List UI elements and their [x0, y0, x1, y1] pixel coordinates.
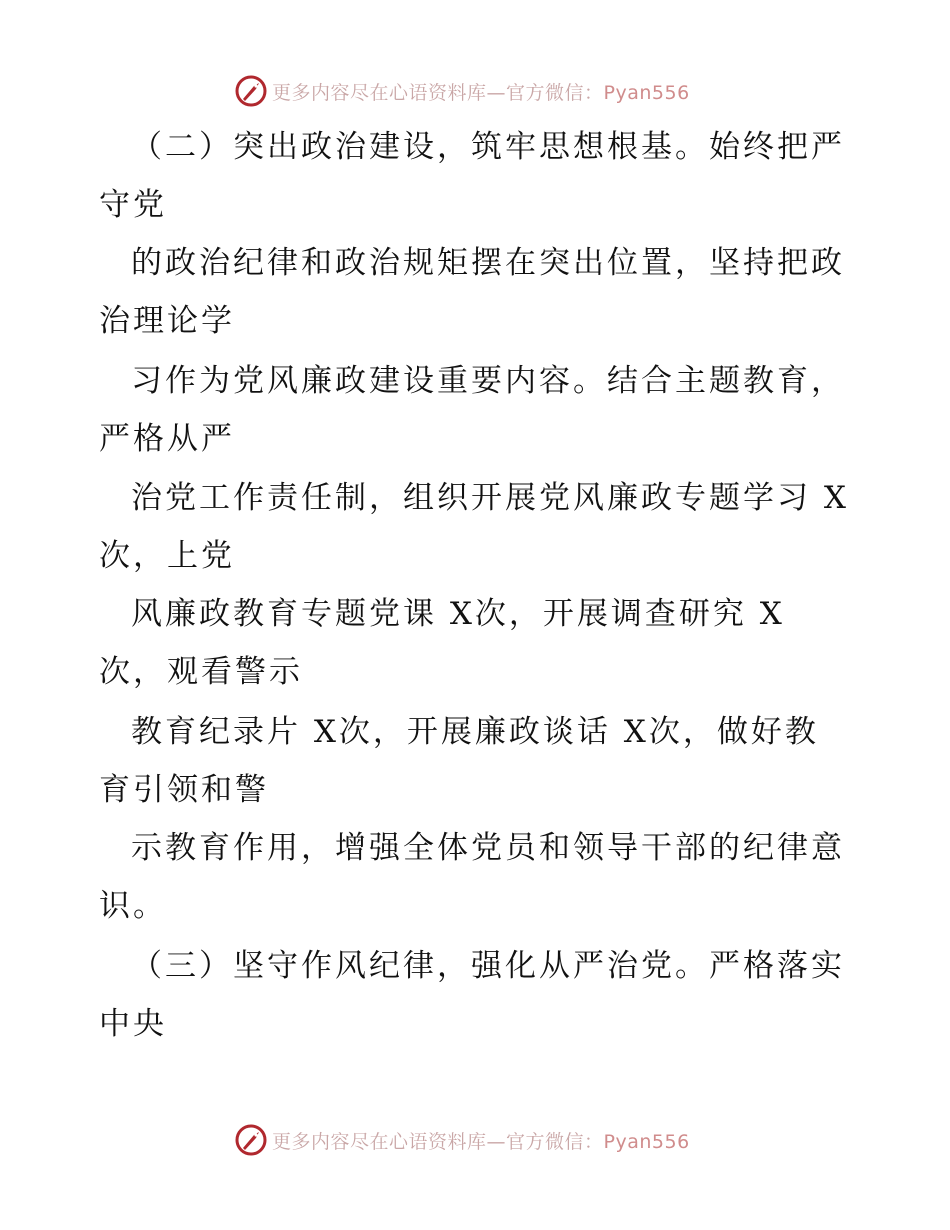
body-line: 示教育作用，增强全体党员和领导干部的纪律意 — [131, 830, 845, 866]
body-line: 守党 — [99, 187, 167, 223]
footer-text: 更多内容尽在心语资料库—官方微信：Pyan556 — [272, 1130, 690, 1153]
body-line: 治理论学 — [99, 303, 235, 339]
header-wechat-id: Pyan556 — [603, 81, 690, 104]
page-footer-watermark — [234, 1123, 690, 1157]
body-line: 的政治纪律和政治规矩摆在突出位置，坚持把政 — [131, 245, 845, 281]
body-line: 次，观看警示 — [99, 654, 303, 690]
pen-nib-logo-icon — [234, 1123, 268, 1157]
body-line: 严格从严 — [99, 421, 235, 457]
body-line: （三）坚守作风纪律，强化从严治党。严格落实 — [131, 948, 845, 984]
body-line: 育引领和警 — [99, 772, 269, 808]
body-line: 习作为党风廉政建设重要内容。结合主题教育， — [131, 363, 845, 399]
body-line: 治党工作责任制，组织开展党风廉政专题学习 X — [131, 480, 849, 516]
header-text: 更多内容尽在心语资料库—官方微信：Pyan556 — [272, 81, 690, 104]
body-line: 次，上党 — [99, 538, 235, 574]
body-line: 风廉政教育专题党课 X次，开展调查研究 X — [131, 596, 785, 632]
body-line: （二）突出政治建设，筑牢思想根基。始终把严 — [131, 129, 845, 165]
footer-wechat-id: Pyan556 — [603, 1130, 690, 1153]
body-line: 识。 — [99, 888, 167, 924]
body-line: 教育纪录片 X次，开展廉政谈话 X次，做好教 — [131, 714, 819, 750]
body-line: 中央 — [99, 1006, 167, 1042]
